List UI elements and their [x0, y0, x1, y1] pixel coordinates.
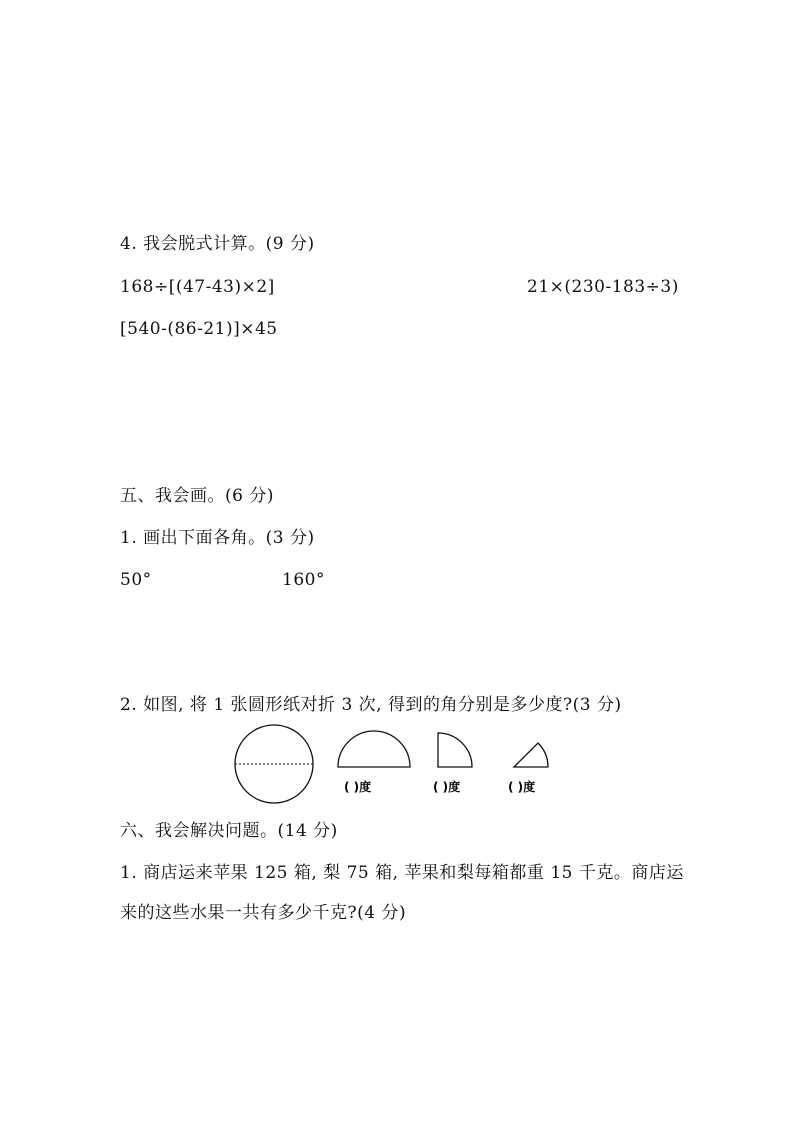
- quarter-circle: [438, 733, 472, 767]
- section5-title: 五、我会画。(6 分): [120, 486, 274, 506]
- folding-figure: [230, 722, 570, 808]
- s6-q1-line2: 来的这些水果一共有多少千克?(4 分): [120, 903, 407, 923]
- problem-2: 21×(230-183÷3): [527, 277, 679, 297]
- blank-label-2: ( )度: [433, 780, 461, 794]
- section4-title: 4. 我会脱式计算。(9 分): [120, 234, 315, 254]
- full-circle: [235, 725, 313, 803]
- angle-160: 160°: [282, 570, 325, 590]
- section6-title: 六、我会解决问题。(14 分): [120, 821, 338, 841]
- angle-50: 50°: [120, 570, 152, 590]
- semicircle: [338, 731, 410, 767]
- blank-label-1: ( )度: [344, 780, 372, 794]
- eighth-sector: [514, 743, 548, 767]
- problem-3: [540-(86-21)]×45: [120, 319, 278, 339]
- s6-q1-line1: 1. 商店运来苹果 125 箱, 梨 75 箱, 苹果和梨每箱都重 15 千克。商店运: [120, 863, 684, 883]
- problem-1: 168÷[(47-43)×2]: [120, 277, 275, 297]
- q2-title: 2. 如图, 将 1 张圆形纸对折 3 次, 得到的角分别是多少度?(3 分): [120, 695, 622, 715]
- blank-label-3: ( )度: [508, 780, 536, 794]
- q1-title: 1. 画出下面各角。(3 分): [120, 528, 315, 548]
